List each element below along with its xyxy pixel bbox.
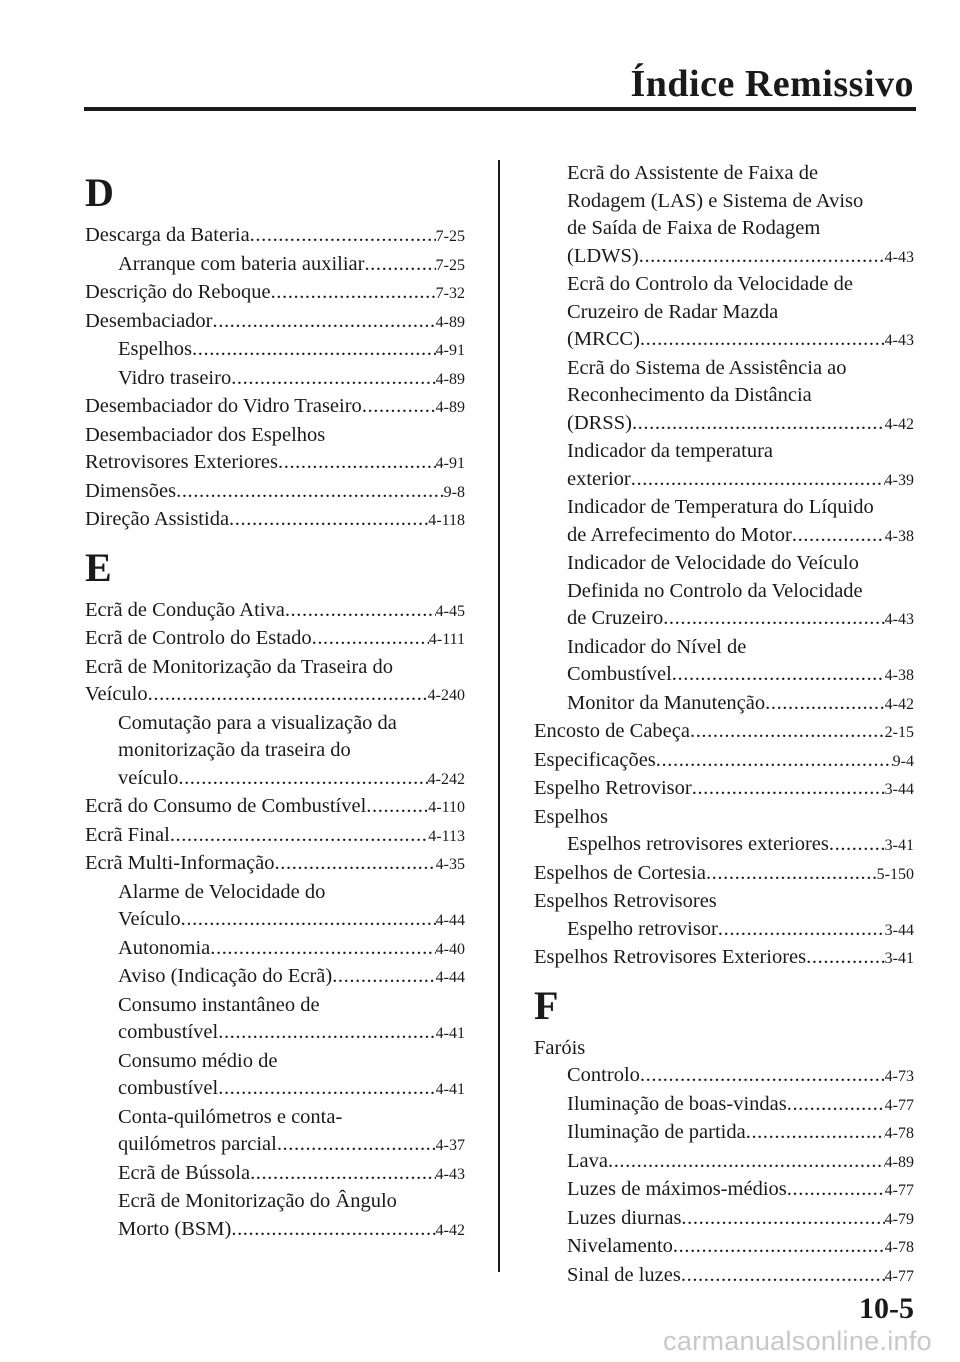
index-subentry [534,1262,914,1291]
entry-text: Arranque com bateria auxiliar [118,252,365,275]
index-subentry [85,879,465,935]
entry-leader-line [567,1262,914,1291]
page-reference: 4-40 [435,940,465,958]
entry-leader-line [118,365,465,394]
entry-text: Desembaciador [85,309,213,332]
entry-leader-line [118,336,465,365]
page-reference: 4-42 [884,695,914,713]
entry-leader-line [85,681,465,710]
page-reference: 4-110 [428,799,465,816]
index-subentry [534,634,914,690]
index-subentry [534,1176,914,1205]
entry-text: Dimensões [85,479,177,502]
index-subentry [534,355,914,439]
index-entry [534,804,914,832]
entry-line: Indicador de Velocidade do Veículo [567,552,859,574]
entry-text: Combustível [567,663,672,685]
entry-line: Ecrã do Assistente de Faixa de [567,162,819,184]
entry-text: Iluminação de boas-vindas [567,1092,787,1115]
entry-leader-line [567,831,914,860]
entry-line: de Saída de Faixa de Rodagem [567,217,821,239]
index-subentry [534,1062,914,1091]
entry-text: (MRCC) [567,328,640,350]
section-letter: D [85,170,114,215]
dot-leader [640,1062,885,1090]
index-subentry [85,1104,465,1160]
dot-leader [765,690,885,718]
dot-leader [170,822,428,850]
entry-text: Morto (BSM) [118,1217,232,1240]
page-reference: 4-78 [884,1125,914,1142]
page-reference: 5-150 [876,865,914,883]
index-subentry [534,916,914,945]
entry-text: Monitor da Manutenção [567,691,766,714]
entry-line: Ecrã de Monitorização da Traseira do [85,655,393,678]
entry-line: Consumo instantâneo de [118,993,320,1016]
dot-leader [148,681,428,709]
entry-leader-line [85,822,465,851]
entry-leader-line [85,850,465,879]
entry-text: veículo [118,766,179,789]
dot-leader [362,393,436,421]
entry-text: Retrovisores Exteriores [85,451,278,473]
page-reference: 4-77 [884,1267,914,1285]
page-reference: 4-41 [435,1025,465,1042]
entry-leader-line [567,1119,914,1148]
index-entry [85,506,465,535]
index-subentry [85,251,465,280]
index-entry [534,775,914,804]
page-reference: 3-41 [884,950,914,967]
entry-text: Vidro traseiro [118,366,232,389]
index-subentry [85,992,465,1048]
entry-text: Especificações [534,748,656,771]
index-subentry [534,438,914,494]
dot-leader [218,1019,435,1047]
dot-leader [277,1131,436,1159]
entry-leader-line [85,793,465,822]
entry-text: Faróis [534,1036,586,1059]
index-subentry [85,963,465,992]
dot-leader [806,944,885,972]
dot-leader [181,906,436,934]
entry-leader-line [85,449,465,478]
page-reference: 4-43 [884,248,914,266]
entry-line: Conta-quilómetros e conta- [118,1105,343,1128]
index-subentry [534,550,914,634]
page-reference: 7-25 [435,228,465,245]
index-subentry [85,1048,465,1104]
entry-text: Iluminação de partida [567,1121,746,1143]
watermark: carmanualsonline.info [663,1326,932,1356]
entry-text: de Cruzeiro [567,607,664,629]
index-entry [85,597,465,626]
page-number: 10-5 [859,1292,914,1325]
entry-line: Ecrã do Controlo da Velocidade de [567,273,853,295]
dot-leader [718,916,885,944]
index-subentry [534,494,914,550]
entry-text: (DRSS) [567,411,632,434]
page-reference: 4-89 [435,399,465,416]
entry-line: Indicador do Nível de [567,635,747,658]
page-reference: 4-79 [884,1210,914,1228]
dot-leader [229,506,428,534]
entry-line: Ecrã de Monitorização do Ângulo [118,1190,397,1212]
index-subentry [534,1119,914,1148]
index-column-left [85,160,465,1244]
page-reference: 4-44 [435,912,465,929]
page-reference: 9-4 [892,752,914,770]
index-entry [85,422,465,478]
entry-text: Desembaciador do Vidro Traseiro [85,395,362,417]
index-entry [85,279,465,308]
index-subentry [534,1148,914,1177]
page-reference: 9-8 [443,483,465,501]
page-reference: 4-37 [435,1137,465,1154]
entry-leader-line [567,605,914,634]
entry-text: Espelho Retrovisor [534,777,692,799]
entry-line: Alarme de Velocidade do [118,880,326,903]
dot-leader [631,466,885,494]
dot-leader [608,1148,885,1176]
index-subentry [85,1160,465,1189]
entry-text: Direção Assistida [85,508,230,530]
entry-text: Controlo [567,1064,640,1086]
entry-line: Cruzeiro de Radar Mazda [567,300,779,323]
index-entry [85,822,465,851]
entry-text: Encosto de Cabeça [534,720,690,742]
entry-leader-line [534,775,914,804]
index-entry [534,747,914,776]
entry-leader-line [567,1062,914,1091]
index-entry [534,718,914,747]
index-subentry [85,935,465,964]
entry-leader-line [567,1176,914,1205]
entry-leader-line [85,222,465,251]
dot-leader [192,336,436,364]
entry-text: Luzes diurnas [567,1206,682,1229]
dot-leader [218,1075,435,1103]
entry-line: Definida no Controlo da Velocidade [567,579,863,602]
entry-leader-line [534,944,914,973]
entry-line: Consumo médio de [118,1049,278,1072]
entry-leader-line [567,243,914,272]
dot-leader [829,831,885,859]
dot-leader [787,1176,885,1204]
entry-leader-line [567,916,914,945]
entry-text: Espelhos retrovisores exteriores [567,833,829,855]
page-reference: 4-77 [884,1182,914,1199]
entry-line: Desembaciador dos Espelhos [85,423,326,446]
index-subentry [534,1091,914,1120]
entry-text: Ecrã de Bússola [118,1161,251,1184]
column-divider [498,160,500,1272]
entry-text: Ecrã do Consumo de Combustível [85,795,367,817]
page-reference: 4-43 [435,1165,465,1183]
entry-text: combustível [118,1077,219,1099]
index-column-right [534,160,914,1290]
dot-leader [275,850,436,878]
entry-text: Ecrã Multi-Informação [85,852,275,874]
entry-text: Nivelamento [567,1235,673,1257]
dot-leader [231,1216,435,1244]
dot-leader [278,449,436,477]
page-reference: 4-45 [435,602,465,620]
index-entry [534,944,914,973]
entry-leader-line [118,1131,465,1160]
entry-leader-line [567,1148,914,1177]
dot-leader [271,279,436,307]
index-subentry [85,336,465,365]
index-subentry [534,690,914,719]
entry-leader-line [118,251,465,280]
entry-text: Espelhos [534,805,609,828]
entry-leader-line [85,478,465,507]
entry-leader-line [534,860,914,889]
page-reference: 4-242 [427,770,465,788]
entry-line: Rodagem (LAS) e Sistema de Aviso [567,189,864,212]
dot-leader [231,365,435,393]
dot-leader [681,1205,884,1233]
entry-line: monitorização da traseira do [118,739,351,761]
index-subentry [534,271,914,355]
page-reference: 4-44 [435,969,465,986]
entry-text: Ecrã Final [85,823,170,846]
entry-leader-line [85,597,465,626]
entry-line: Comutação para a visualização da [118,711,397,734]
dot-leader [681,1262,885,1290]
entry-line: Indicador da temperatura [567,440,774,462]
page-reference: 4-111 [428,631,465,648]
page-reference: 4-113 [428,827,465,845]
index-entry [534,888,914,916]
entry-text: Veículo [118,908,181,930]
page-reference: 4-35 [435,856,465,873]
entry-leader-line [85,625,465,654]
section-letter: E [85,544,112,590]
index-subentry [85,365,465,394]
index-entry [85,222,465,251]
page-reference: 4-240 [427,687,465,704]
page-reference: 4-38 [884,527,914,545]
page-reference: 4-41 [435,1081,465,1098]
entry-leader-line [567,661,914,690]
dot-leader [250,1160,436,1188]
entry-leader-line [85,279,465,308]
section-letter: F [534,982,559,1028]
entry-leader-line [567,690,914,719]
entry-text: Aviso (Indicação do Ecrã) [118,965,333,987]
entry-leader-line [118,1019,465,1048]
dot-leader [640,326,885,354]
entry-leader-line [85,393,465,422]
entry-text: Descrição do Reboque [85,281,271,303]
dot-leader [332,963,435,991]
entry-leader-line [118,935,465,964]
page-reference: 4-43 [884,611,914,628]
entry-leader-line [85,308,465,337]
page-reference: 4-42 [435,1221,465,1239]
entry-leader-line [567,1205,914,1234]
entry-text: Lava [567,1149,608,1172]
index-entry [85,654,465,710]
page-reference: 4-89 [435,313,465,331]
entry-text: combustível [118,1021,219,1043]
entry-leader-line [85,506,465,535]
entry-leader-line [534,747,914,776]
page-reference: 4-91 [435,455,465,472]
index-entry [85,850,465,879]
page-reference: 4-39 [884,471,914,489]
page-title: Índice Remissivo [630,63,914,105]
page-reference: 3-44 [884,921,914,939]
page-reference: 7-32 [435,285,465,302]
entry-leader-line [118,765,465,794]
entry-leader-line [534,718,914,747]
entry-leader-line [567,1091,914,1120]
page-reference: 4-77 [884,1096,914,1114]
dot-leader [663,605,884,633]
entry-leader-line [118,1216,465,1245]
entry-leader-line [118,906,465,935]
entry-text: Espelhos Retrovisores [534,890,717,912]
dot-leader [692,775,885,803]
entry-text: de Arrefecimento do Motor [567,523,792,546]
dot-leader [673,1233,885,1261]
dot-leader [792,522,885,550]
dot-leader [178,765,427,793]
entry-text: Descarga da Bateria [85,224,250,246]
entry-leader-line [567,326,914,355]
dot-leader [250,222,436,250]
dot-leader [210,935,435,963]
dot-leader [176,478,444,506]
page-reference: 4-38 [884,667,914,684]
dot-leader [706,860,877,888]
dot-leader [656,747,893,775]
entry-line: Indicador de Temperatura do Líquido [567,496,874,518]
page-reference: 2-15 [884,724,914,741]
dot-leader [672,661,885,689]
entry-text: exterior [567,467,631,490]
entry-text: Espelho retrovisor [567,917,718,940]
entry-text: Sinal de luzes [567,1263,681,1286]
entry-leader-line [567,522,914,551]
index-subentry [534,831,914,860]
dot-leader [312,625,429,653]
page-reference: 4-91 [435,342,465,359]
index-subentry [534,1205,914,1234]
entry-line: Reconhecimento da Distância [567,384,812,406]
entry-text: Autonomia [118,936,211,959]
entry-text: Espelhos [118,338,193,360]
dot-leader [285,597,436,625]
entry-leader-line [118,1160,465,1189]
entry-text: Ecrã de Condução Ativa [85,598,285,621]
dot-leader [746,1119,885,1147]
page-reference: 4-118 [428,512,465,529]
dot-leader [366,793,428,821]
index-entry [85,478,465,507]
index-entry [534,1035,914,1063]
entry-text: Ecrã de Controlo do Estado [85,627,312,649]
page-reference: 4-78 [884,1239,914,1256]
index-entry [85,625,465,654]
index-entry [85,793,465,822]
entry-leader-line [567,410,914,439]
index-subentry [534,160,914,271]
entry-leader-line [118,1075,465,1104]
page-reference: 3-44 [884,781,914,798]
dot-leader [690,718,885,746]
index-entry [85,393,465,422]
entry-text: Luzes de máximos-médios [567,1178,787,1200]
entry-text: Espelhos Retrovisores Exteriores [534,946,807,968]
page-reference: 4-43 [884,332,914,349]
index-subentry [85,1188,465,1244]
dot-leader [787,1091,885,1119]
entry-text: quilómetros parcial [118,1133,277,1155]
dot-leader [364,251,435,279]
dot-leader [639,243,885,271]
index-subentry [85,710,465,794]
index-subentry [534,1233,914,1262]
entry-text: Veículo [85,683,148,705]
index-entry [534,860,914,889]
page-reference: 4-42 [884,415,914,433]
entry-leader-line [567,1233,914,1262]
page-reference: 3-41 [884,837,914,854]
page-reference: 4-89 [435,370,465,388]
dot-leader [632,410,885,438]
entry-leader-line [567,466,914,495]
page-reference: 7-25 [435,256,465,274]
entry-line: Ecrã do Sistema de Assistência ao [567,356,847,379]
index-entry [85,308,465,337]
page-reference: 4-89 [884,1153,914,1171]
entry-text: (LDWS) [567,244,639,267]
entry-text: Espelhos de Cortesia [534,861,706,884]
dot-leader [213,308,436,336]
entry-leader-line [118,963,465,992]
page-reference: 4-73 [884,1068,914,1085]
title-rule [84,107,916,111]
